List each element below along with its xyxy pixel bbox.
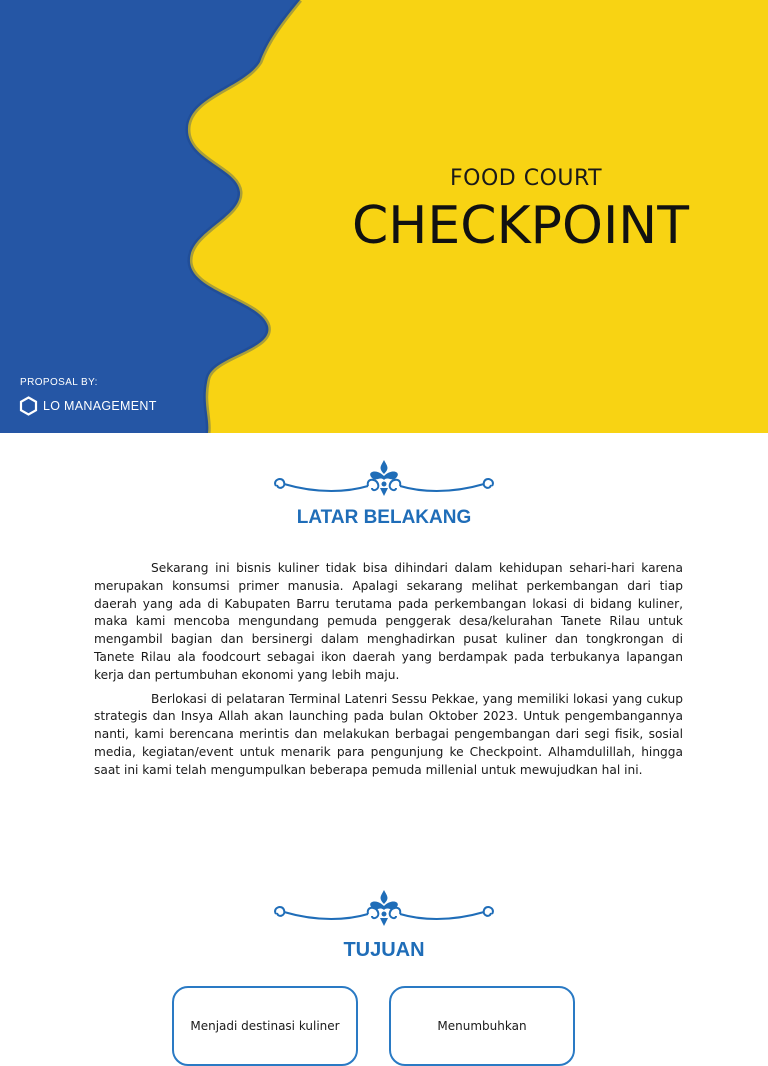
section-title-latar-belakang: LATAR BELAKANG [296, 507, 472, 528]
decorative-flourish-icon [268, 890, 500, 932]
cover-subtitle: FOOD COURT [450, 166, 603, 191]
hexagon-logo-icon [19, 396, 38, 416]
logo-text: LO MANAGEMENT [43, 399, 157, 413]
paragraph: Sekarang ini bisnis kuliner tidak bisa dihindari dalam kehidupan sehari-hari karena merupakan konsumsi primer manusia. Apalagi sekarang melihat perkembangan dari tiap daerah yang ada di Kabupaten Barru terutama pada perkembangan lokasi di bidang kuliner, maka kami mencoba mengundang pemuda penggerak desa/kelurahan Tanete Rilau untuk mengambil bagian dan bersinergi dalam menghadirkan pusat kuliner dan tongkrongan di Tanete Rilau ala foodcourt sebagai ikon daerah yang berdampak pada terbukanya lapangan kerja dan pertumbuhan ekonomi yang lebih maju. [94, 561, 683, 682]
background-body [94, 560, 683, 786]
proposal-by-label: PROPOSAL BY: [20, 377, 98, 388]
goal-card [389, 986, 575, 1066]
goal-card [172, 986, 358, 1066]
goal-card-text: Menumbuhkan [437, 1019, 527, 1033]
company-logo [19, 396, 157, 416]
cover-title: CHECKPOINT [352, 196, 689, 256]
section-title-tujuan: TUJUAN [343, 939, 425, 961]
cover-banner [0, 0, 768, 433]
decorative-flourish-icon [268, 458, 500, 500]
paragraph: Berlokasi di pelataran Terminal Latenri Sessu Pekkae, yang memiliki lokasi yang cukup strategis dan Insya Allah akan launching pada bulan Oktober 2023. Untuk pengembangannya nanti, kami berencana merintis dan melakukan berbagai pengembangan dari segi fisik, sosial media, kegiatan/event untuk menarik para pengunjung ke Checkpoint. Alhamdulillah, hingga saat ini kami telah mengumpulkan beberapa pemuda millenial untuk mewujudkan hal ini. [94, 691, 683, 777]
goal-card-text: Menjadi destinasi kuliner [190, 1019, 340, 1033]
